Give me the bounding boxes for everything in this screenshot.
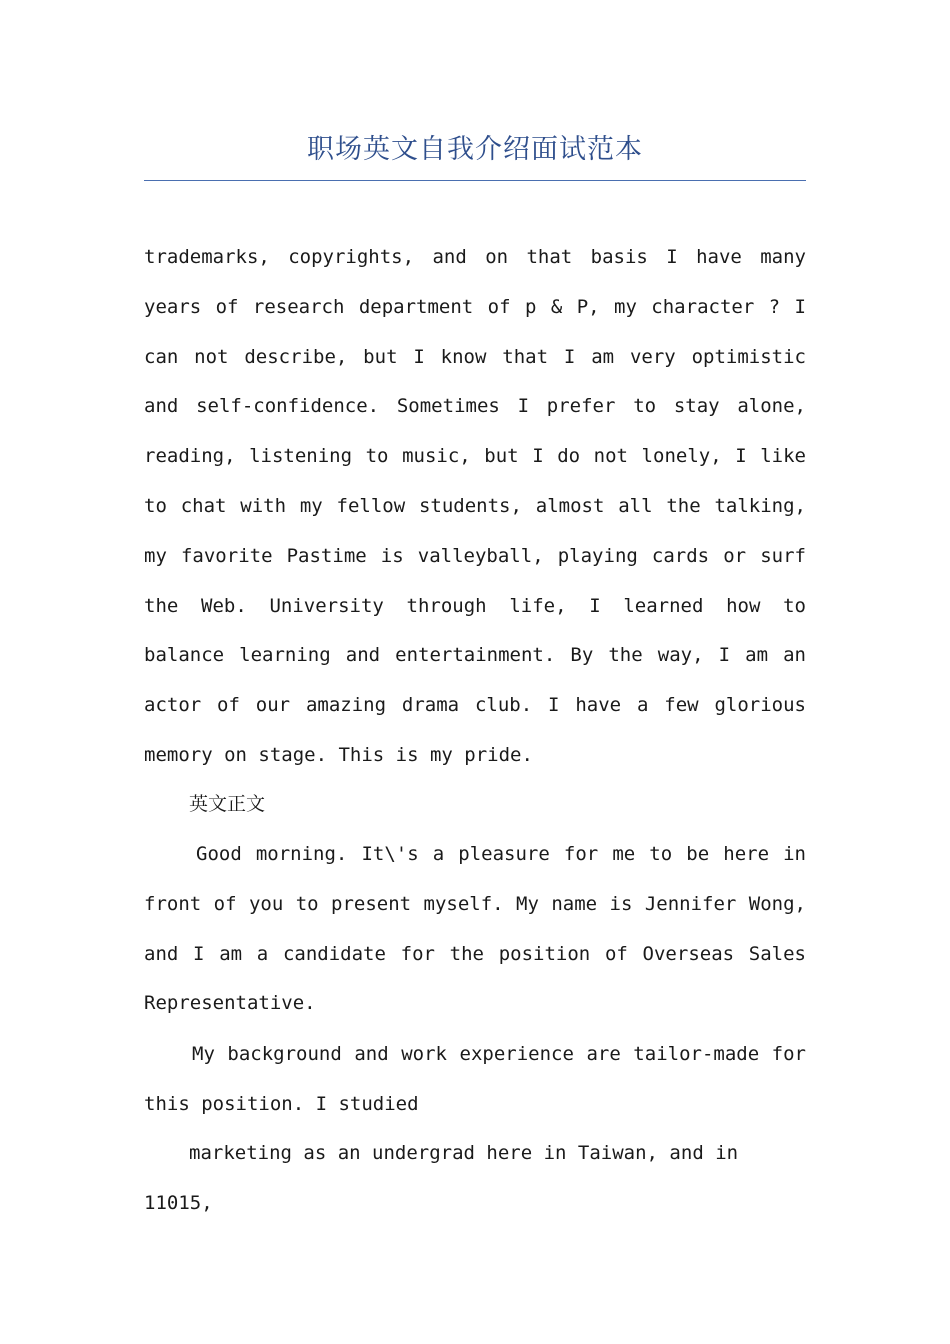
paragraph-1: trademarks, copyrights, and on that basis I have many years of research department of p & P, my character ? I can not describe, but I know that I am very optimistic and self-confidence. Sometimes I prefer to stay alone, reading, listening to music, but I do not lonely, I like to chat with my fellow students, almost all the talking, my favorite Pastime is valleyball, playing cards or surf the Web. University through life, I learned how to balance learning and entertainment. By the way, I am an actor of our amazing drama club. I have a few glorious memory on stage. This is my pride. <box>144 246 806 766</box>
section-heading: 英文正文 <box>189 793 266 815</box>
paragraph-3: My background and work experience are tailor-made for this position. I studied <box>144 1043 806 1115</box>
paragraph-4: marketing as an undergrad here in Taiwan, and in 11015, <box>144 1142 739 1214</box>
document-title: 职场英文自我介绍面试范本 <box>307 134 643 165</box>
title-divider <box>144 180 806 181</box>
paragraph-2: Good morning. It\'s a pleasure for me to be here in front of you to present myself. My name is Jennifer Wong, and I am a candidate for the position of Overseas Sales Representative. <box>144 843 806 1015</box>
